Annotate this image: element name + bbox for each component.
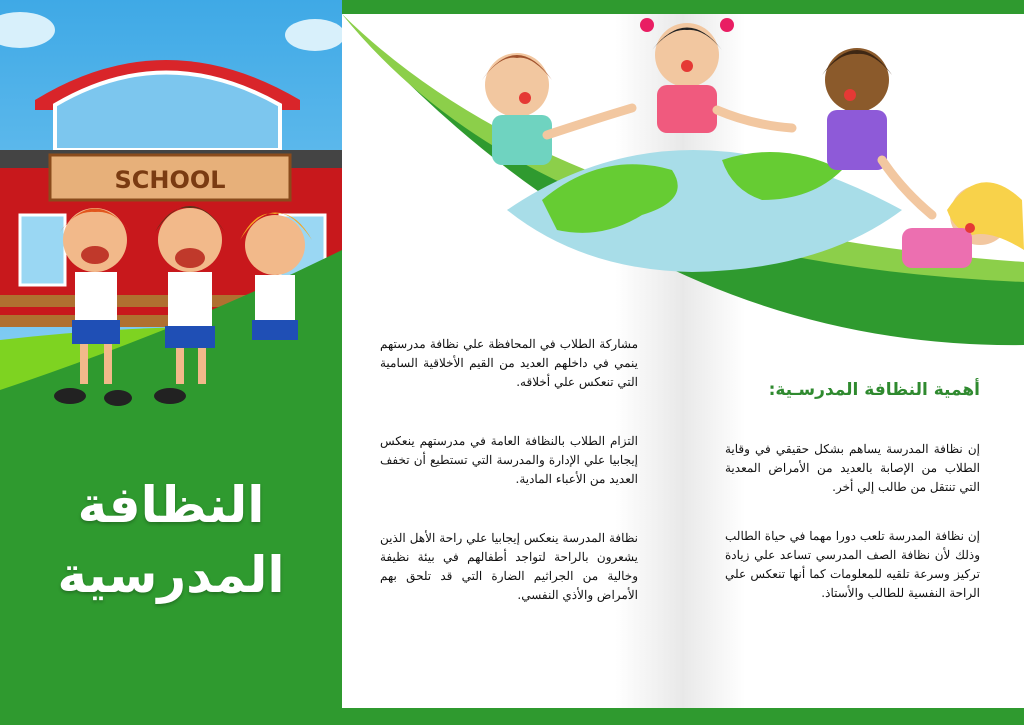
- middle-text-column: [380, 335, 638, 605]
- kid-purple-shirt: [822, 48, 892, 170]
- section-heading: أهمية النظافة المدرسـية:: [768, 380, 980, 400]
- cover-title-line-2: المدرسية: [57, 546, 285, 604]
- middle-paragraph-1: مشاركة الطلاب في المحافظة علي نظافة مدرستهم ينمي في داخلهم العديد من القيم الأخلاقية السامية التي تنعكس علي أخلاقه.: [380, 337, 638, 389]
- right-paragraph-2: إن نظافة المدرسة تلعب دورا مهما في حياة الطالب وذلك لأن نظافة الصف المدرسي تساعد علي زيادة تركيز وسرعة تلقيه للمعلومات كما أنها تنعكس علي الراحة النفسية للطالب والأستاذ.: [725, 529, 980, 600]
- kid-blonde: [902, 182, 1024, 268]
- bottom-green-strip: [342, 708, 1024, 725]
- cover-title-line-1: النظافة: [77, 476, 265, 534]
- school-illustration: [0, 0, 342, 430]
- cover-title: [0, 470, 342, 610]
- middle-paragraph-3: نظافة المدرسة ينعكس إيجابيا علي راحة الأهل الذين يشعرون بالراحة لتواجد أطفالهم في بيئة نظيفة وخالية من الجراثيم الضارة التي قد تلحق بهم الأمراض والأذي النفسي.: [380, 531, 638, 602]
- globe-kids-banner: [342, 0, 1024, 360]
- cover-panel: [0, 0, 342, 725]
- right-text-column: [725, 440, 980, 603]
- right-paragraph-1: إن نظافة المدرسة يساهم بشكل حقيقي في وقاية الطلاب من الإصابة بالعديد من الأمراض المعدية التي تنتقل من طالب إلي أخر.: [725, 442, 980, 494]
- school-sign: SCHOOL: [114, 166, 226, 194]
- middle-paragraph-2: التزام الطلاب بالنظافة العامة في مدرستهم ينعكس إيجابيا علي الإدارة والمدرسة التي تستطيع أن تخفف العديد من الأعباء المادية.: [380, 434, 638, 486]
- kid-green-shirt: [482, 53, 552, 165]
